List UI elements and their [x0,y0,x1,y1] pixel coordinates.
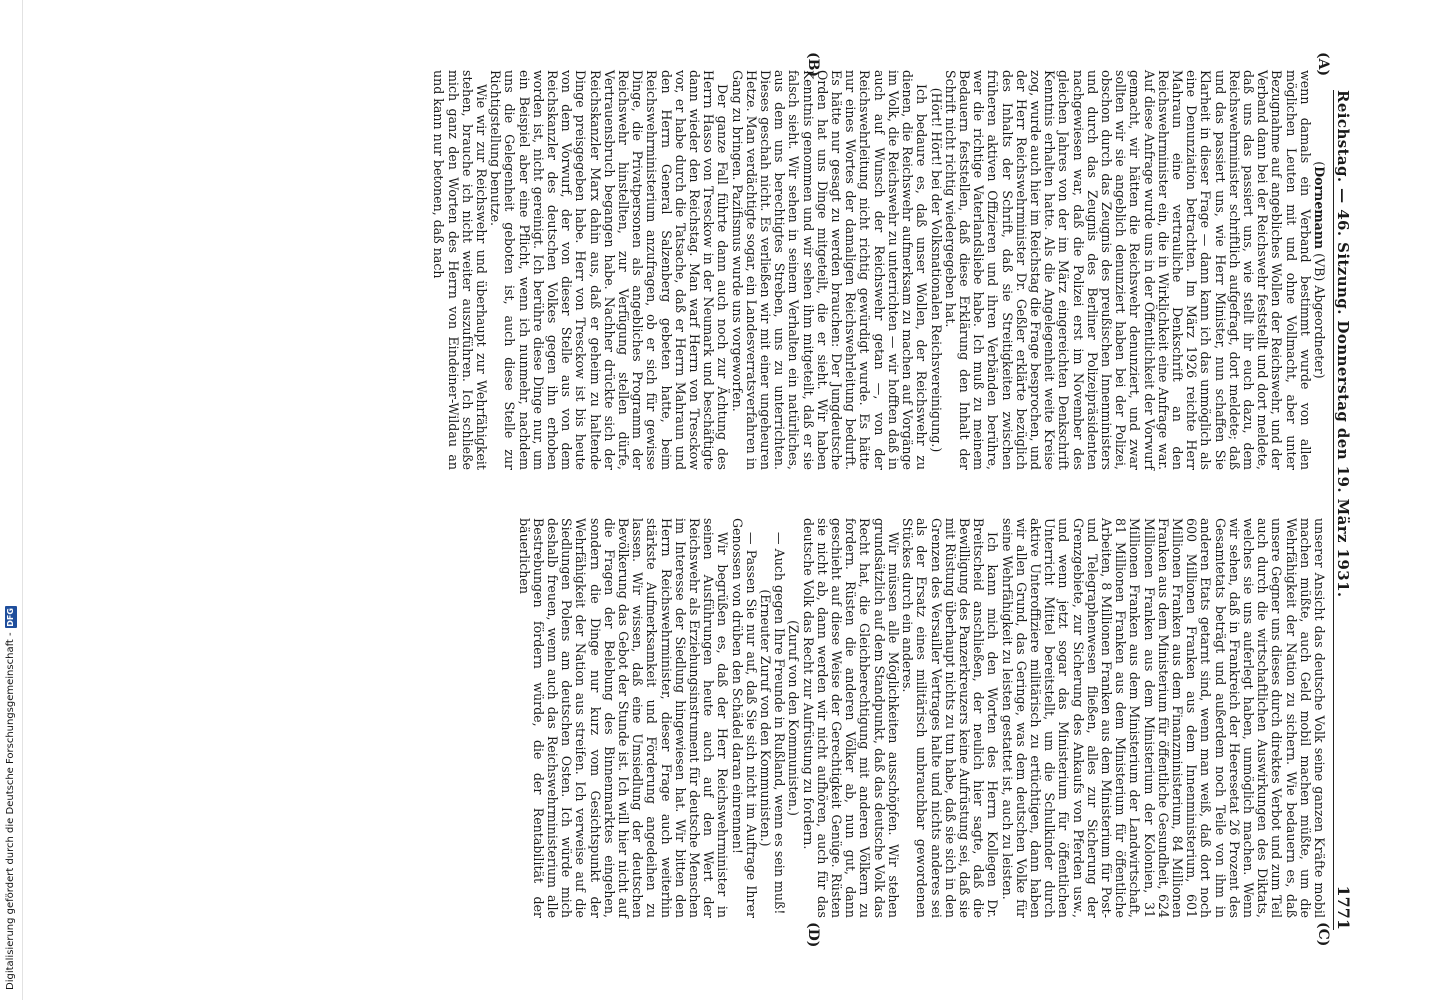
left-paragraph-1: wenn damals ein Verband bestimmt wurde von allen möglichen Leuten mit und ohne Vollmacht, aber unter Bezugnahme auf angebliches Wollen der Reichswehr, und der Verband dann bei der Reichswehr feststellt und dort meldete, daß uns das passiert uns, wie stellt ihr euch dazu, dem Reichswehrminister schriftlich aufgefragt, dort meldete; daß und das passiert uns, wie Herr Minister, nun schaffen Sie Klarheit in dieser Frage — dann kann ich das unmöglich als eine Denunziation betrachten. Im März 1926 reichte Herr Mahraun eine vertrauliche Denkschrift an den Reichswehrminister ein, die in Wirklichkeit eine Anfrage war. Auf diese Anfrage wurde uns in der Öffentlichkeit der Vorwurf gemacht, wir hätten die Reichswehr denunziert, und zwar sollten wir sie angeblich denunziert haben bei der Polizei, obschon durch das Zeugnis des preußischen Innenministers und durch das Zeugnis des Berliner Polizeipräsidenten nachgewiesen war, daß die Polizei erst im November des gleichen Jahres von der im März eingereichten Denkschrift Kenntnis erhalten hatte. Als die Angelegenheit weite Kreise zog, wurde auch hier im Reichstag die Frage besprochen, und der Herr Reichswehrminister Dr. Geßler erklärte bezüglich des Inhalts der Schrift, daß sie Streitigkeiten zwischen früheren aktiven Offizieren und ihren Verbänden berühre, wer die richtige Vaterlandsliebe habe. Ich muß zu meinem Bedauern feststellen, daß diese Erklärung den Inhalt der Schrift nicht richtig wiedergegeben hat. [942,70,1313,470]
digitization-strip [0,0,18,1000]
speaker-party: (VB) Abgeordneter [1312,253,1327,374]
left-paragraph-4: Wie wir zur Reichswehr und überhaupt zur Wehrfähigkeit stehen, brauche ich nicht weiter auszuführen. Ich schließe mich ganz den Worten des Herrn von Eindeiner-Wildau an und kann nur betonen, daß nach [431,70,490,470]
left-interjection-1: (Hört! Hört! bei der Volksnationalen Reichsvereinigung.) [928,87,944,453]
right-paragraph-1: unserer Ansicht das deutsche Volk seine ganzen Kräfte mobil machen müßte, auch Geld mobil machen müßte, um die Wehrfähigkeit der Nation zu sichern. Wie bedauern es, daß unsere Gegner uns dieses durch direktes Verbot und zum Teil auch durch die wirtschaftlichen Auswirkungen des Diktats, welches sie uns auferlegt haben, unmöglich machen. Wenn wir sehen, daß in Frankreich der Heeresetat 26 Prozent des Gesamtetats beträgt und außerdem noch Teile von ihm in anderen Etats getarnt sind, wenn man weiß, daß dort noch 600 Millionen Franken aus dem Innenministerium, 601 Millionen Franken aus dem Finanzministerium, 84 Millionen Franken aus dem Ministerium für öffentliche Gesundheit, 624 Millionen Franken aus dem Ministerium der Kolonien, 31 Millionen Franken aus dem Ministerium der Landwirtschaft, 81 Millionen Franken aus dem Ministerium für öffentliche Arbeiten, 8 Millionen Franken aus dem Ministerium für Post- und Telegraphenwesen fließen, alles zur Sicherung der Grenzgebiete, zur Sicherung des Ankaufs von Pferden usw., und wenn jetzt sogar das Ministerium für öffentlichen Unterricht Mittel bereitstellt, um die Schulkinder durch aktive Unteroffiziere militärisch zu ertüchtigen, dann haben wir allen Grund, das Geringe, was dem deutschen Volke für seine Wehrfähigkeit zu leisten gestattet ist, auch zu leisten. [999,518,1327,918]
right-interjection-1: (Zuruf von den Kommunisten.) [786,620,802,816]
scanned-page [130,50,1360,948]
speaker-line: (Dornemann (VB) Abgeordneter) [1312,161,1327,379]
right-column [516,518,1326,918]
right-paragraph-3: Wir müssen alle Möglichkeiten ausschöpfen. Wir stehen grundsätzlich auf dem Standpunkt, daß das deutsche Volk das Recht hat, die Gleichberechtigung mit anderen Völkern zu fordern. Rüsten die anderen Völker ab, nun gut, dann geschieht auf diese Weise der Gerechtigkeit Genüge. Rüsten sie nicht ab, dann werden wir nicht aufhören, auch für das deutsche Volk das Recht zur Aufrüstung zu fordern. [800,518,901,918]
right-interjection-2: (Erneuter Zuruf von den Kommunisten.) [758,589,774,847]
margin-marker-c: (C) [1315,922,1331,947]
strip-divider [22,0,23,1000]
left-paragraph-2: Ich bedaure es, daß unser Wollen, der Reichswehr zu dienen, die Reichswehr aufmerksam zu machen auf Vorgänge im Volk, die Reichswehr zu unterrichten — wir hofften daß in auch auf Wunsch der Reichswehr getan —, von der Reichswehrleitung nicht richtig gewürdigt wurde. Es hätte nur eines Wortes der damaligen Reichswehrleitung bedurft. Es hätte nur gesagt zu werden brauchen: Der Jungdeutsche Orden hat uns Dinge mitgeteilt, die er sieht. Wir haben Kenntnis genommen und wir sehen ihm mitgeteilt, daß er sie falsch sieht. Wir sehen in seinem Verhalten ein natürliches, aus dem uns berechtigtes Streben, uns zu unterrichten. Dieses geschah nicht. Es verließen wir mit einer ungeheuren Hetze. Man verdächtigte sogar, ein Landesverratsverfahren in Gang zu bringen. Pazifismus wurde uns vorgeworfen. [729,70,930,470]
right-paragraph-2: Ich kann mich den Worten des Herrn Kollegen Dr. Breitscheid anschließen, der neulich hier sagte, daß die Bewilligung des Panzerkreuzers keine Aufrüstung sei, daß sie mit Rüstung überhaupt nichts zu tun habe, daß sie sich in den Grenzen des Versailler Vertrages halte und nichts anderes sei als der Ersatz eines militärisch unbrauchbar gewordenen Stückes durch ein anderes. [900,518,1001,918]
page-header [1333,90,1360,930]
right-paragraph-6: Wir begrüßen es, daß der Herr Reichswehrminister in seinen Ausführungen heute auch auf den Wert der Reichswehr als Erziehungsinstrument für deutsche Menschen im Interesse der Siedlung hingewiesen hat. Wir bitten den Herrn Reichswehrminister, dieser Frage auch weiterhin stärkste Aufmerksamkeit und Förderung angedeihen zu lassen. Wir wissen, daß eine Umsiedlung der deutschen Bevölkerung das Gebot der Stunde ist. Ich will hier nicht auf die Fragen der Belebung des Binnenmarktes eingehen, sondern die Dinge nur kurz vom Gesichtspunkt der Wehrfähigkeit der Nation aus streifen. Ich verweise auf die Siedlungen Polens am deutschen Osten. Ich würde mich deshalb freuen, wenn auch das Reichswehrministerium alle Bestrebungen fördern würde, die der Rentabilität der bäuerlichen [516,518,731,918]
page-number: 1771 [1334,885,1354,930]
left-column [431,70,1326,470]
margin-marker-b: (B) [805,52,821,78]
speaker-name: Dornemann [1312,166,1327,250]
left-paragraph-3: Der ganze Fall führte dann auch noch zur Ächtung des Herrn Hasso von Tresckow in der Neumark und beschäftigte dann wieder den Reichstag. Man warf Herrn von Tresckow vor, er habe durch die Tatsache, daß er Herrn Mahraun und den Herrn General Salzenberg gebeten hatte, beim Reichswehrministerium anzufragen, ob er sich für gewisse Dinge, die Privatpersonen als angebliches Programm der Reichswehr hinstellten, zur Verfügung stellen dürfe, Vertrauensbruch begangen habe. Nachher drückte sich der Reichskanzler Marx dahin aus, daß er geheim zu haltende Dinge preisgegeben habe. Herr von Tresckow ist bis heute von dem Vorwurf, der von dieser Stelle aus von dem Reichskanzler des deutschen Volkes gegen ihn erhoben worden ist, nicht gereinigt. Ich berühre diese Dinge nur, um ein Beispiel aber eine Pflicht, wenn ich nunmehr, nachdem uns die Gelegenheit geboten ist, auch diese Stelle zur Richtigstellung benutze. [488,70,731,470]
right-paragraph-5: — Passen Sie nur auf, daß Sie sich nicht im Auftrage Ihrer Genossen von drüben den Schädel daran einrennen! [729,518,759,918]
digitization-note [2,0,20,990]
digitization-text: Digitalisierung gefördert durch die Deutsche Forschungsgemeinschaft - [5,632,16,990]
margin-marker-d: (D) [805,922,821,948]
margin-marker-a: (A) [1315,52,1331,77]
right-paragraph-4: — Auch gegen Ihre Freunde in Rußland, wenn es sein muß! [772,532,788,915]
running-title: Reichstag. — 46. Sitzung. Donnerstag den 19. März 1931. [1334,90,1353,598]
dfg-logo-icon: DFG [6,608,15,627]
